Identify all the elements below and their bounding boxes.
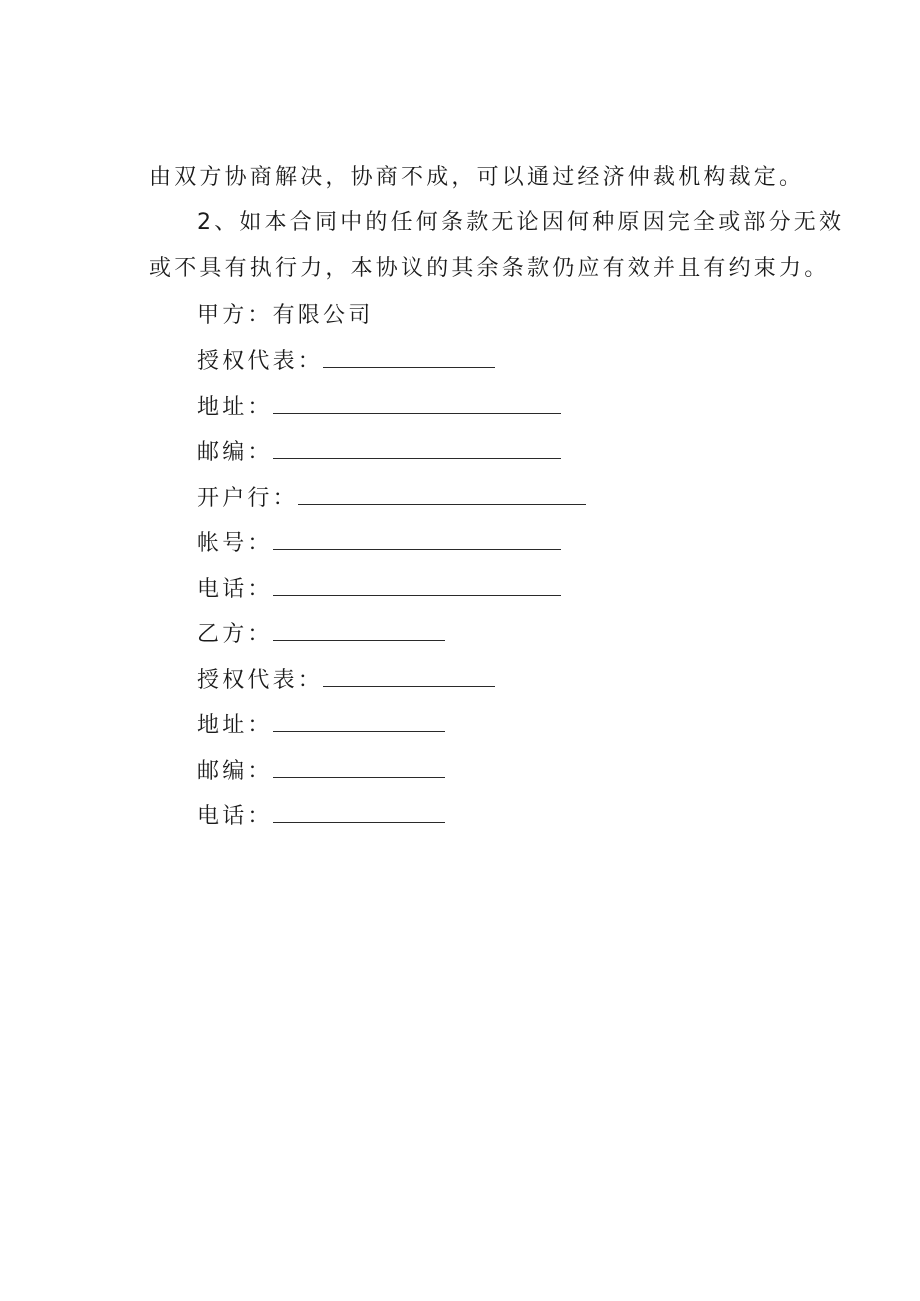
party-a-postcode-blank[interactable] <box>273 429 561 459</box>
party-b-title-label: 乙方： <box>197 622 273 647</box>
party-b-name-blank[interactable] <box>273 611 445 641</box>
party-b-address-label: 地址： <box>197 713 273 738</box>
party-a-representative-row <box>197 338 495 385</box>
party-a-bank-blank[interactable] <box>298 475 586 505</box>
party-a-account-row <box>197 520 561 567</box>
party-a-postcode-label: 邮编： <box>197 440 273 465</box>
party-a-phone-blank[interactable] <box>273 566 561 596</box>
party-a-postcode-row <box>197 429 561 476</box>
party-b-phone-blank[interactable] <box>273 793 445 823</box>
party-a-address-label: 地址： <box>197 395 273 420</box>
party-a-title-text: 甲方：有限公司 <box>197 303 374 328</box>
party-b-representative-blank[interactable] <box>323 657 495 687</box>
party-b-postcode-label: 邮编： <box>197 759 273 784</box>
party-a-address-row <box>197 384 561 431</box>
paragraph-severability-line2: 或不具有执行力，本协议的其余条款仍应有效并且有约束力。 <box>149 256 830 281</box>
party-a-address-blank[interactable] <box>273 384 561 414</box>
party-a-representative-blank[interactable] <box>323 338 495 368</box>
party-a-phone-label: 电话： <box>197 577 273 602</box>
paragraph-severability-line1: 2、如本合同中的任何条款无论因何种原因完全或部分无效 <box>197 210 845 235</box>
party-b-postcode-row <box>197 748 445 795</box>
party-b-phone-label: 电话： <box>197 804 273 829</box>
party-b-representative-row <box>197 657 495 704</box>
party-a-account-blank[interactable] <box>273 520 561 550</box>
party-b-address-blank[interactable] <box>273 702 445 732</box>
party-b-address-row <box>197 702 445 749</box>
party-b-representative-label: 授权代表： <box>197 668 324 693</box>
party-a-account-label: 帐号： <box>197 531 273 556</box>
party-a-phone-row <box>197 566 561 613</box>
paragraph-dispute-resolution-end: 由双方协商解决，协商不成，可以通过经济仲裁机构裁定。 <box>149 165 805 190</box>
party-a-title <box>197 293 373 339</box>
party-a-bank-label: 开户行： <box>197 486 298 511</box>
party-b-postcode-blank[interactable] <box>273 748 445 778</box>
party-a-representative-label: 授权代表： <box>197 349 324 374</box>
party-b-phone-row <box>197 793 445 840</box>
party-b-title-row <box>197 611 445 658</box>
party-a-bank-row <box>197 475 586 522</box>
